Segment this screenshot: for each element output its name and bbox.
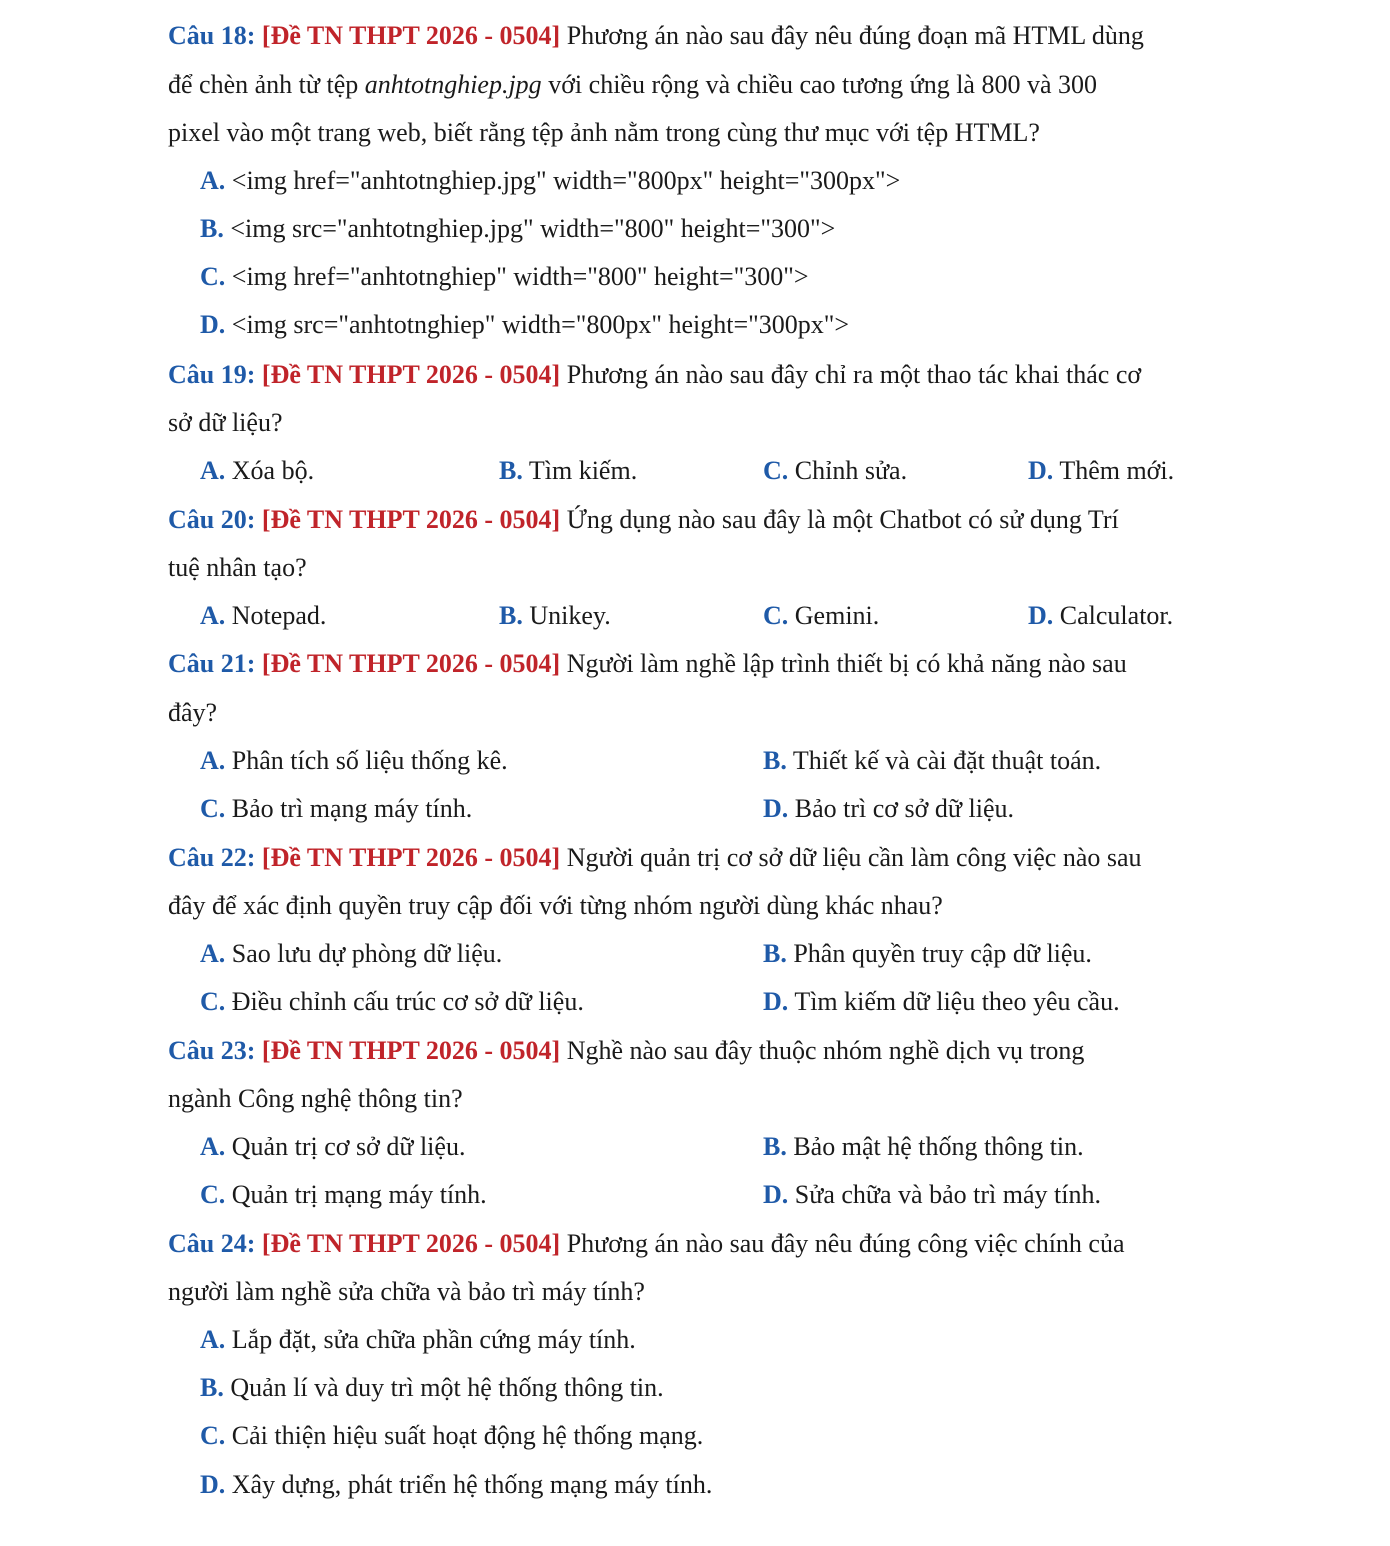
question-label: Câu 24: <box>168 1229 256 1258</box>
question-24-option-c <box>200 1420 703 1452</box>
option-letter: D. <box>763 1180 789 1209</box>
question-text: với chiều rộng và chiều cao tương ứng là 800 và 300 <box>541 70 1098 99</box>
question-label: Câu 20: <box>168 505 256 534</box>
option-letter: B. <box>200 1373 224 1402</box>
option-text: Sao lưu dự phòng dữ liệu. <box>231 939 503 968</box>
question-24-option-a <box>200 1324 636 1356</box>
option-letter: A. <box>200 1132 226 1161</box>
question-text: để chèn ảnh từ tệp <box>168 70 365 99</box>
question-21-option-c <box>200 793 472 825</box>
option-text: Chỉnh sửa. <box>794 456 908 485</box>
option-letter: B. <box>200 214 224 243</box>
question-text: Ứng dụng nào sau đây là một Chatbot có sử dụng Trí <box>566 505 1119 534</box>
question-18-option-c <box>200 261 809 293</box>
option-letter: A. <box>200 939 226 968</box>
option-text: Quản trị cơ sở dữ liệu. <box>231 1132 466 1161</box>
question-text: Phương án nào sau đây nêu đúng công việc chính của <box>566 1229 1125 1258</box>
option-letter: C. <box>200 987 226 1016</box>
option-text: Tìm kiếm. <box>528 456 638 485</box>
question-18-stem-line-1 <box>168 20 1144 52</box>
question-20-option-c <box>763 600 879 632</box>
option-text: Notepad. <box>231 601 327 630</box>
option-letter: A. <box>200 166 226 195</box>
option-text: Bảo mật hệ thống thông tin. <box>793 1132 1084 1161</box>
question-21-stem-line-2: đây? <box>168 698 218 727</box>
option-text: Gemini. <box>794 601 880 630</box>
question-19-option-a <box>200 455 314 487</box>
question-19-stem-line-2: sở dữ liệu? <box>168 408 283 437</box>
option-letter: C. <box>200 794 226 823</box>
option-text: Cải thiện hiệu suất hoạt động hệ thống mạng. <box>231 1421 704 1450</box>
file-name: anhtotnghiep.jpg <box>364 70 542 99</box>
option-letter: C. <box>200 1180 226 1209</box>
option-text: Quản lí và duy trì một hệ thống thông tin. <box>230 1373 664 1402</box>
option-text: Quản trị mạng máy tính. <box>231 1180 487 1209</box>
question-23-stem-line-2: ngành Công nghệ thông tin? <box>168 1084 463 1113</box>
question-19-option-d <box>1028 455 1174 487</box>
question-21-option-b <box>763 745 1101 777</box>
option-text: Calculator. <box>1059 601 1174 630</box>
option-letter: D. <box>200 1470 226 1499</box>
question-source: [Đề TN THPT 2026 - 0504] <box>261 1229 561 1258</box>
option-letter: A. <box>200 1325 226 1354</box>
question-21-stem-line-1 <box>168 648 1127 680</box>
option-text: Lắp đặt, sửa chữa phần cứng máy tính. <box>231 1325 636 1354</box>
question-24-stem-line-2: người làm nghề sửa chữa và bảo trì máy tính? <box>168 1277 645 1306</box>
question-text: Phương án nào sau đây nêu đúng đoạn mã HTML dùng <box>566 21 1144 50</box>
question-label: Câu 23: <box>168 1036 256 1065</box>
option-text: Xây dựng, phát triển hệ thống mạng máy tính. <box>231 1470 713 1499</box>
question-24-stem-line-1 <box>168 1228 1125 1260</box>
question-19-stem-line-1 <box>168 359 1141 391</box>
question-source: [Đề TN THPT 2026 - 0504] <box>261 505 561 534</box>
question-18-option-a <box>200 165 900 197</box>
question-23-option-c <box>200 1179 487 1211</box>
option-text: <img src="anhtotnghiep.jpg" width="800" height="300"> <box>230 214 836 243</box>
question-20-stem-line-2: tuệ nhân tạo? <box>168 553 307 582</box>
option-letter: A. <box>200 746 226 775</box>
option-letter: D. <box>763 987 789 1016</box>
question-24-option-d <box>200 1469 712 1501</box>
question-22-stem-line-1 <box>168 842 1142 874</box>
question-20-option-d <box>1028 600 1173 632</box>
question-20-option-b <box>499 600 611 632</box>
question-18-stem-line-2 <box>168 69 1097 101</box>
option-text: Bảo trì cơ sở dữ liệu. <box>794 794 1015 823</box>
option-letter: C. <box>200 262 226 291</box>
question-label: Câu 22: <box>168 843 256 872</box>
option-letter: B. <box>763 746 787 775</box>
question-text: Nghề nào sau đây thuộc nhóm nghề dịch vụ trong <box>566 1036 1085 1065</box>
option-letter: D. <box>1028 456 1054 485</box>
option-text: Thiết kế và cài đặt thuật toán. <box>792 746 1102 775</box>
option-text: Xóa bộ. <box>231 456 315 485</box>
option-letter: B. <box>499 601 523 630</box>
option-text: <img href="anhtotnghiep" width="800" height="300"> <box>231 262 809 291</box>
question-22-option-b <box>763 938 1092 970</box>
question-label: Câu 19: <box>168 360 256 389</box>
option-text: Unikey. <box>529 601 611 630</box>
question-source: [Đề TN THPT 2026 - 0504] <box>261 1036 561 1065</box>
option-text: <img href="anhtotnghiep.jpg" width="800px" height="300px"> <box>231 166 901 195</box>
option-text: Điều chỉnh cấu trúc cơ sở dữ liệu. <box>231 987 584 1016</box>
question-18-stem-line-3: pixel vào một trang web, biết rằng tệp ảnh nằm trong cùng thư mục với tệp HTML? <box>168 118 1040 147</box>
question-source: [Đề TN THPT 2026 - 0504] <box>261 843 561 872</box>
option-text: Thêm mới. <box>1059 456 1175 485</box>
question-text: Phương án nào sau đây chỉ ra một thao tác khai thác cơ <box>566 360 1142 389</box>
option-letter: D. <box>763 794 789 823</box>
option-letter: B. <box>499 456 523 485</box>
option-text: Tìm kiếm dữ liệu theo yêu cầu. <box>794 987 1120 1016</box>
question-text: Người quản trị cơ sở dữ liệu cần làm công việc nào sau <box>566 843 1142 872</box>
question-22-option-c <box>200 986 584 1018</box>
question-label: Câu 21: <box>168 649 256 678</box>
question-21-option-d <box>763 793 1014 825</box>
option-letter: A. <box>200 456 226 485</box>
option-letter: C. <box>200 1421 226 1450</box>
question-20-stem-line-1 <box>168 504 1119 536</box>
question-22-option-a <box>200 938 502 970</box>
option-text: Phân tích số liệu thống kê. <box>231 746 508 775</box>
option-text: Phân quyền truy cập dữ liệu. <box>793 939 1092 968</box>
question-19-option-b <box>499 455 637 487</box>
option-text: Sửa chữa và bảo trì máy tính. <box>794 1180 1101 1209</box>
option-letter: A. <box>200 601 226 630</box>
question-20-option-a <box>200 600 326 632</box>
question-23-option-d <box>763 1179 1101 1211</box>
option-letter: C. <box>763 601 789 630</box>
option-letter: B. <box>763 1132 787 1161</box>
option-letter: B. <box>763 939 787 968</box>
question-23-option-a <box>200 1131 465 1163</box>
question-source: [Đề TN THPT 2026 - 0504] <box>261 360 561 389</box>
question-23-option-b <box>763 1131 1084 1163</box>
option-letter: D. <box>200 310 226 339</box>
question-24-option-b <box>200 1372 664 1404</box>
question-source: [Đề TN THPT 2026 - 0504] <box>261 21 561 50</box>
option-text: <img src="anhtotnghiep" width="800px" height="300px"> <box>231 310 850 339</box>
question-text: Người làm nghề lập trình thiết bị có khả năng nào sau <box>566 649 1127 678</box>
question-18-option-b <box>200 213 835 245</box>
question-23-stem-line-1 <box>168 1035 1084 1067</box>
question-18-option-d <box>200 309 849 341</box>
option-text: Bảo trì mạng máy tính. <box>231 794 473 823</box>
option-letter: D. <box>1028 601 1054 630</box>
option-letter: C. <box>763 456 789 485</box>
question-22-option-d <box>763 986 1120 1018</box>
question-19-option-c <box>763 455 907 487</box>
question-label: Câu 18: <box>168 21 256 50</box>
question-source: [Đề TN THPT 2026 - 0504] <box>261 649 561 678</box>
question-21-option-a <box>200 745 508 777</box>
question-22-stem-line-2: đây để xác định quyền truy cập đối với từng nhóm người dùng khác nhau? <box>168 891 943 920</box>
